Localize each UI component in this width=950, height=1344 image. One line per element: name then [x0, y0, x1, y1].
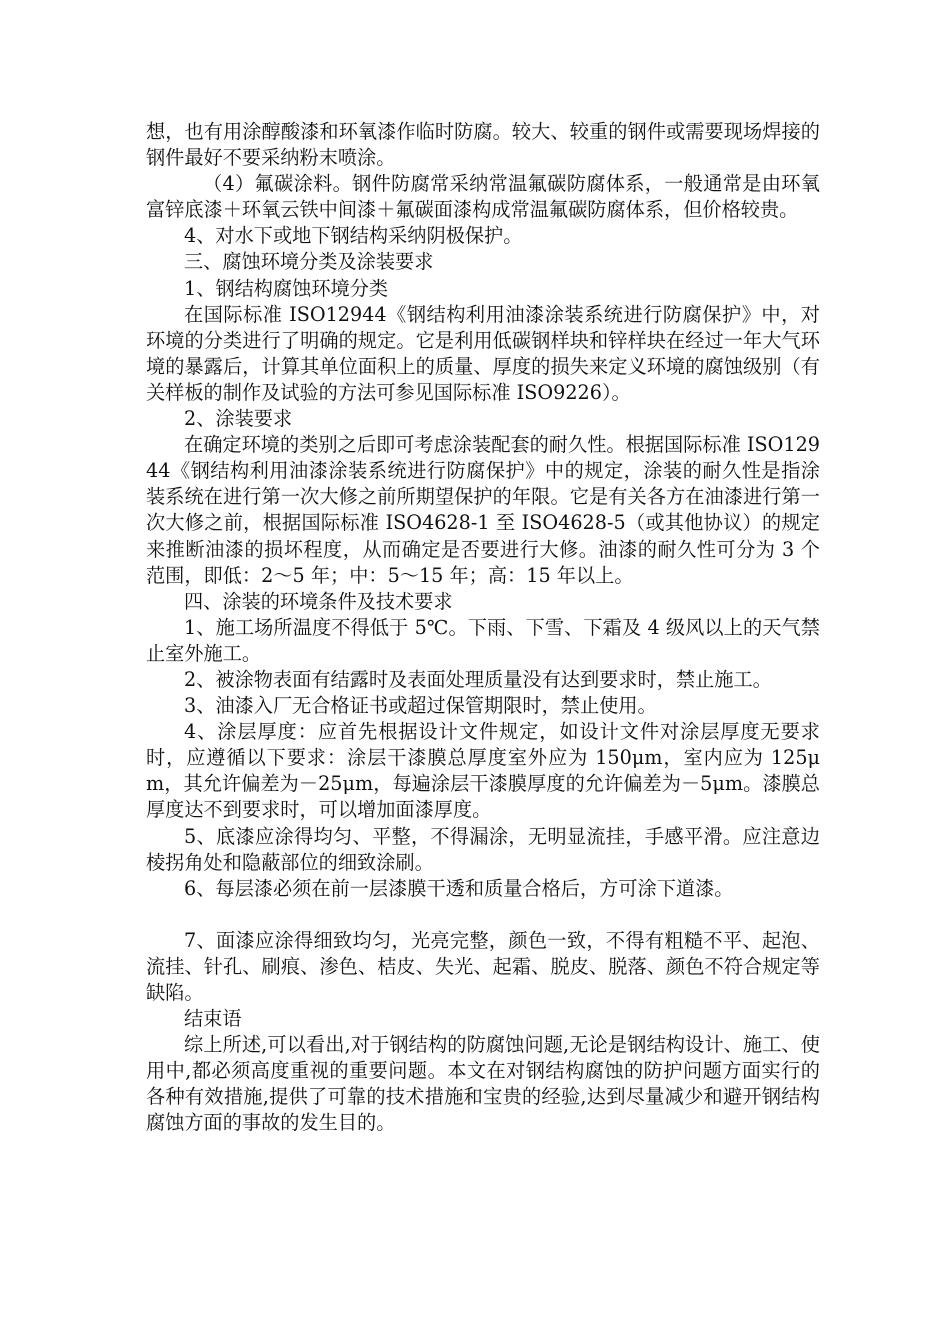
conclusion-heading: 结束语 — [184, 1007, 242, 1031]
conclusion-paragraph: 综上所述,可以看出,对于钢结构的防腐蚀问题,无论是钢结构设计、施工、使用中,都必须高度重视的重要问题。本文在对钢结构腐蚀的防护问题方面实行的各种有效措施,提供了可靠的技术措施和宝贵的经验,达到尽量减少和避开钢结构腐蚀方面的事故的发生目的。 — [146, 1033, 820, 1135]
subheading-environment-classification: 1、钢结构腐蚀环境分类 — [184, 276, 389, 300]
list-item-6: 6、每层漆必须在前一层漆膜干透和质量合格后，方可涂下道漆。 — [184, 876, 734, 900]
paragraph-iso12944-classification: 在国际标准 ISO12944《钢结构利用油漆涂装系统进行防腐保护》中，对环境的分类进行了明确的规定。它是利用低碳钢样块和锌样块在经过一年大气环境的暴露后，计算其单位面积上的质量、厚度的损失来定义环境的腐蚀级别（有关样板的制作及试验的方法可参见国际标准 ISO9226）。 — [146, 302, 820, 404]
paragraph-continuation: 想，也有用涂醇酸漆和环氧漆作临时防腐。较大、较重的钢件或需要现场焊接的钢件最好不要采纳粉末喷涂。 — [146, 120, 820, 170]
paragraph-coating-durability: 在确定环境的类别之后即可考虑涂装配套的耐久性。根据国际标准 ISO12944《钢结构利用油漆涂装系统进行防腐保护》中的规定，涂装的耐久性是指涂装系统在进行第一次大修之前所期望保护的年限。它是有关各方在油漆进行第一次大修之前，根据国际标准 ISO4628-1 至 ISO4628-5（或其他协议）的规定来推断油漆的损坏程度，从而确定是否要进行大修。油漆的耐久性可分为 3 个范围，即低：2～5 年；中：5～15 年；高：15 年以上。 — [146, 433, 820, 587]
subheading-coating-requirements: 2、涂装要求 — [184, 407, 293, 431]
blank-line — [146, 902, 820, 928]
paragraph-fluorocarbon-coating: （4）氟碳涂料。钢件防腐常采纳常温氟碳防腐体系，一般通常是由环氧富锌底漆＋环氧云铁中间漆＋氟碳面漆构成常温氟碳防腐体系，但价格较贵。 — [146, 172, 820, 222]
list-item-2: 2、被涂物表面有结露时及表面处理质量没有达到要求时，禁止施工。 — [184, 667, 772, 691]
list-item-1: 1、施工场所温度不得低于 5℃。下雨、下雪、下霜及 4 级风以上的天气禁止室外施工。 — [146, 615, 820, 665]
list-item-4: 4、涂层厚度：应首先根据设计文件规定，如设计文件对涂层厚度无要求时，应遵循以下要求：涂层干漆膜总厚度室外应为 150μm，室内应为 125μm，其允许偏差为－25μm，每遍涂层干漆膜厚度的允许偏差为－5μm。漆膜总厚度达不到要求时，可以增加面漆厚度。 — [146, 720, 820, 822]
paragraph-cathodic-protection: 4、对水下或地下钢结构采纳阴极保护。 — [184, 224, 523, 248]
list-item-7: 7、面漆应涂得细致均匀，光亮完整，颜色一致，不得有粗糙不平、起泡、流挂、针孔、刷痕、渗色、桔皮、失光、起霜、脱皮、脱落、颜色不符合规定等缺陷。 — [146, 928, 820, 1004]
section-heading-3: 三、腐蚀环境分类及涂装要求 — [184, 250, 434, 274]
document-page — [146, 119, 820, 1137]
section-heading-4: 四、涂装的环境条件及技术要求 — [184, 589, 453, 613]
list-item-5: 5、底漆应涂得均匀、平整，不得漏涂，无明显流挂，手感平滑。应注意边棱拐角处和隐蔽部位的细致涂刷。 — [146, 824, 820, 874]
list-item-3: 3、油漆入厂无合格证书或超过保管期限时，禁止使用。 — [184, 694, 657, 718]
